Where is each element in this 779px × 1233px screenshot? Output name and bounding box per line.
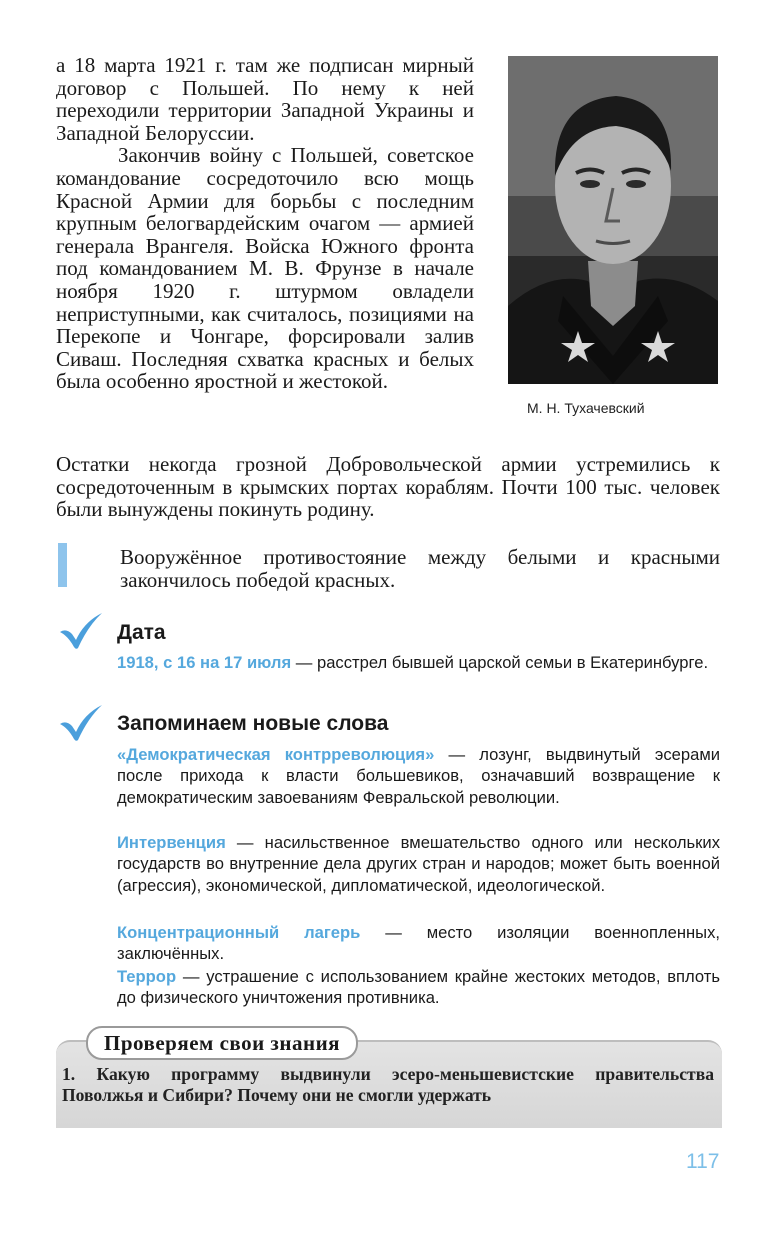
paragraph-treaty (56, 54, 474, 393)
date-heading: Дата (117, 621, 166, 644)
glossary-term: Террор (117, 967, 177, 986)
glossary-term: «Демократическая контрреволюция» (117, 745, 435, 764)
date-entry (117, 652, 720, 673)
glossary-entry (117, 922, 720, 965)
date-definition: — расстрел бывшей царской семьи в Екатеринбурге. (291, 653, 709, 672)
portrait-photo (508, 56, 718, 384)
glossary-entry (117, 966, 720, 1009)
summary-text: Вооружённое противостояние между белыми и красными закончилось победой красных. (120, 545, 720, 592)
date-term: 1918, с 16 на 17 июля (117, 653, 292, 672)
glossary-term: Интервенция (117, 833, 226, 852)
questions-heading: Проверяем свои знания (86, 1026, 358, 1060)
paragraph-evacuation: Остатки некогда грозной Добровольческой армии устремились к сосредоточенным в крымских портах кораблям. Почти 100 тыс. человек были вынуждены покинуть родину. (56, 452, 720, 522)
words-heading: Запоминаем новые слова (117, 712, 389, 735)
glossary-entry (117, 832, 720, 896)
glossary-entry (117, 744, 720, 808)
paragraph-crimea-text: Закончив войну с Польшей, советское командование сосредоточило всю мощь Красной Армии для борьбы с последним крупным белогвардейским очагом — армией генерала Врангеля. Войска Южного фронта под командованием М. В. Фрунзе в начале ноября 1920 г. штурмом овладели неприступными, как считалось, позициями на Перекопе и Чонгаре, форсировали залив Сиваш. Последняя схватка красных и белых была особенно яростной и жестокой. (56, 143, 474, 394)
glossary-definition: — насильственное вмешательство одного или нескольких государств во внутренние дела других стран и народов; может быть военной (агрессия), экономической, дипломатической, идеологической. (117, 833, 720, 895)
page-number: 117 (686, 1150, 720, 1173)
check-mark-icon (58, 612, 104, 650)
glossary-definition: — место изоляции военнопленных, заключённых. (117, 923, 721, 964)
question-1: 1. Какую программу выдвинули эсеро-меньшевистские правительства Поволжья и Сибири? Почему они не смогли удержать (62, 1064, 714, 1106)
check-mark-icon (58, 704, 104, 742)
glossary-definition: — лозунг, выдвинутый эсерами после прихода к власти большевиков, означавший возвращение к демократическим завоеваниям Февральской революции. (117, 745, 721, 807)
glossary-definition: — устрашение с использованием крайне жестоких методов, вплоть до физического уничтожения противника. (117, 967, 720, 1008)
glossary-term: Концентрационный лагерь (117, 923, 361, 942)
portrait-caption: М. Н. Тухачевский (527, 400, 645, 416)
paragraph-treaty-text: а 18 марта 1921 г. там же подписан мирный договор с Польшей. По нему к ней переходили территории Западной Украины и Западной Белоруссии. (56, 53, 474, 145)
portrait-image (508, 56, 718, 384)
summary-bar (58, 543, 67, 587)
